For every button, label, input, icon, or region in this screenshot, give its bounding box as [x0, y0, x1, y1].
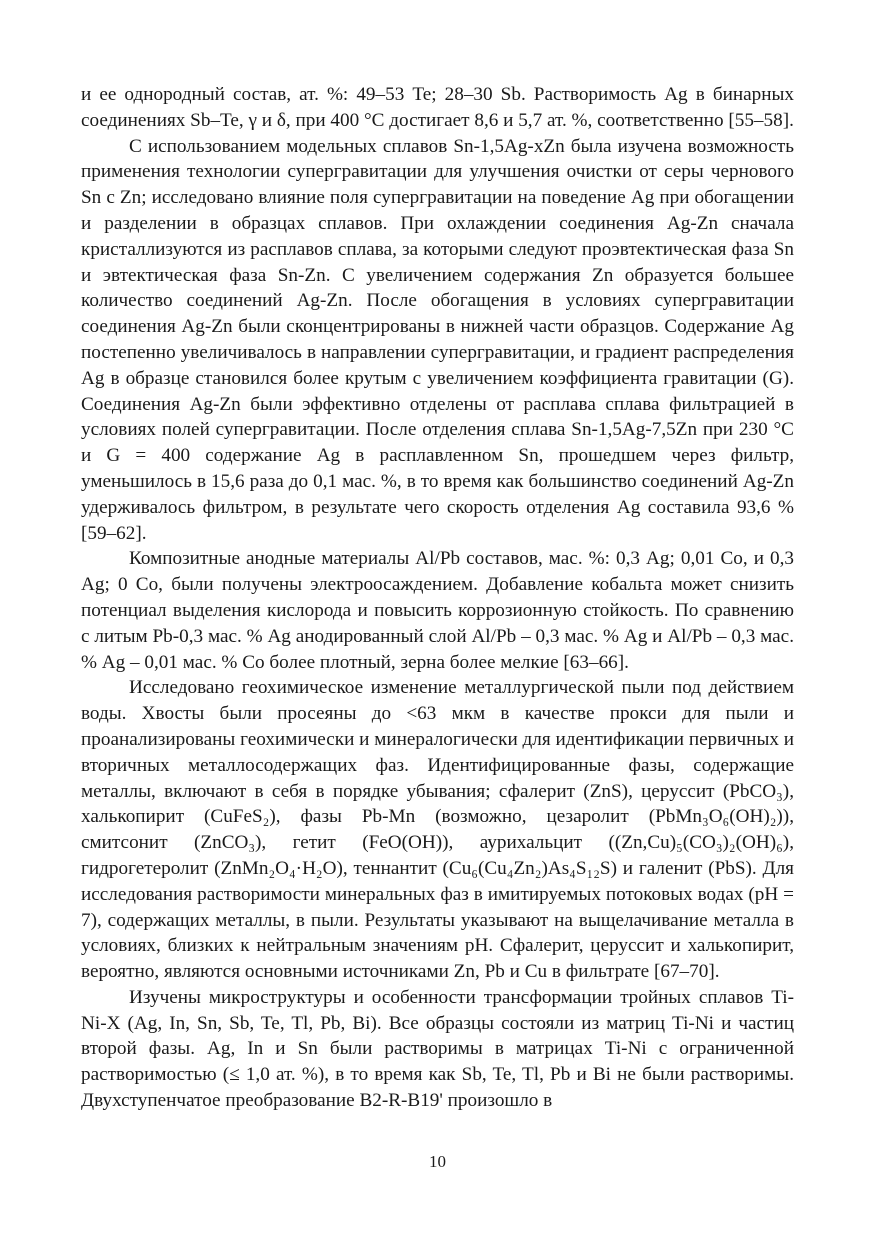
document-body	[81, 82, 794, 1114]
paragraph-2: С использованием модельных сплавов Sn-1,5Ag-xZn была изучена возможность применения технологии супергравитации для улучшения очистки от серы чернового Sn с Zn; исследовано влияние поля супергравитации на поведение Ag при обогащении и разделении в образцах сплавов. При охлаждении соединения Ag-Zn сначала кристаллизуются из расплавов сплава, за которыми следуют проэвтектическая фаза Sn и эвтектическая фаза Sn-Zn. С увеличением содержания Zn образуется большее количество соединений Ag-Zn. После обогащения в условиях супергравитации соединения Ag-Zn были сконцентрированы в нижней части образцов. Содержание Ag постепенно увеличивалось в направлении супергравитации, и градиент распределения Ag в образце становился более крутым с увеличением коэффициента гравитации (G). Соединения Ag-Zn были эффективно отделены от расплава сплава фильтрацией в условиях полей супергравитации. После отделения сплава Sn-1,5Ag-7,5Zn при 230 °C и G = 400 содержание Ag в расплавленном Sn, прошедшем через фильтр, уменьшилось в 15,6 раза до 0,1 мас. %, в то время как большинство соединений Ag-Zn удерживалось фильтром, в результате чего скорость отделения Ag составила 93,6 % [59–62].	[81, 135, 794, 544]
paragraph-5: Изучены микроструктуры и особенности трансформации тройных сплавов Ti-Ni-X (Ag, In, Sn, Sb, Te, Tl, Pb, Bi). Все образцы состояли из матриц Ti-Ni и частиц второй фазы. Ag, In и Sn были растворимы в матрицах Ti-Ni с ограниченной растворимостью (≤ 1,0 ат. %), в то время как Sb, Te, Tl, Pb и Bi не были растворимы. Двухступенчатое преобразование B2-R-B19' произошло в	[81, 986, 794, 1112]
paragraph-3: Композитные анодные материалы Al/Pb составов, мас. %: 0,3 Ag; 0,01 Co, и 0,3 Ag; 0 Co, были получены электроосаждением. Добавление кобальта может снизить потенциал выделения кислорода и повысить коррозионную стойкость. По сравнению с литым Pb-0,3 мас. % Ag анодированный слой Al/Pb – 0,3 мас. % Ag и Al/Pb – 0,3 мас. % Ag – 0,01 мас. % Co более плотный, зерна более мелкие [63–66].	[81, 548, 794, 673]
paragraph-4: Исследовано геохимическое изменение металлургической пыли под действием воды. Хвосты были просеяны до <63 мкм в качестве прокси для пыли и проанализированы геохимически и минералогически для идентификации первичных и вторичных металлосодержащих фаз. Идентифицированные фазы, содержащие металлы, включают в себя в порядке убывания; сфалерит (ZnS), церуссит (PbCO₃), халькопирит (CuFeS₂), фазы Pb-Mn (возможно, цезаролит (PbMn₃O₆(OH)₂)), смитсонит (ZnCO₃), гетит (FeO(OH)), аурихальцит ((Zn,Cu)₅(CO₃)₂(OH)₆), гидрогетеролит (ZnMn₂O₄·H₂O), теннантит (Cu₆(Cu₄Zn₂)As₄S₁₂S) и галенит (PbS). Для исследования растворимости минеральных фаз в имитируемых потоковых водах (pH = 7), содержащих металлы, в пыли. Результаты указывают на выщелачивание металла в условиях, близких к нейтральным значениям pH. Сфалерит, церуссит и халькопирит, вероятно, являются основными источниками Zn, Pb и Cu в фильтрате [67–70].	[81, 677, 795, 983]
page-number: 10	[429, 1152, 446, 1171]
paragraph-1: и ее однородный состав, ат. %: 49–53 Te; 28–30 Sb. Растворимость Ag в бинарных соединениях Sb–Te, γ и δ, при 400 °C достигает 8,6 и 5,7 ат. %, соответственно [55–58].	[81, 84, 794, 131]
